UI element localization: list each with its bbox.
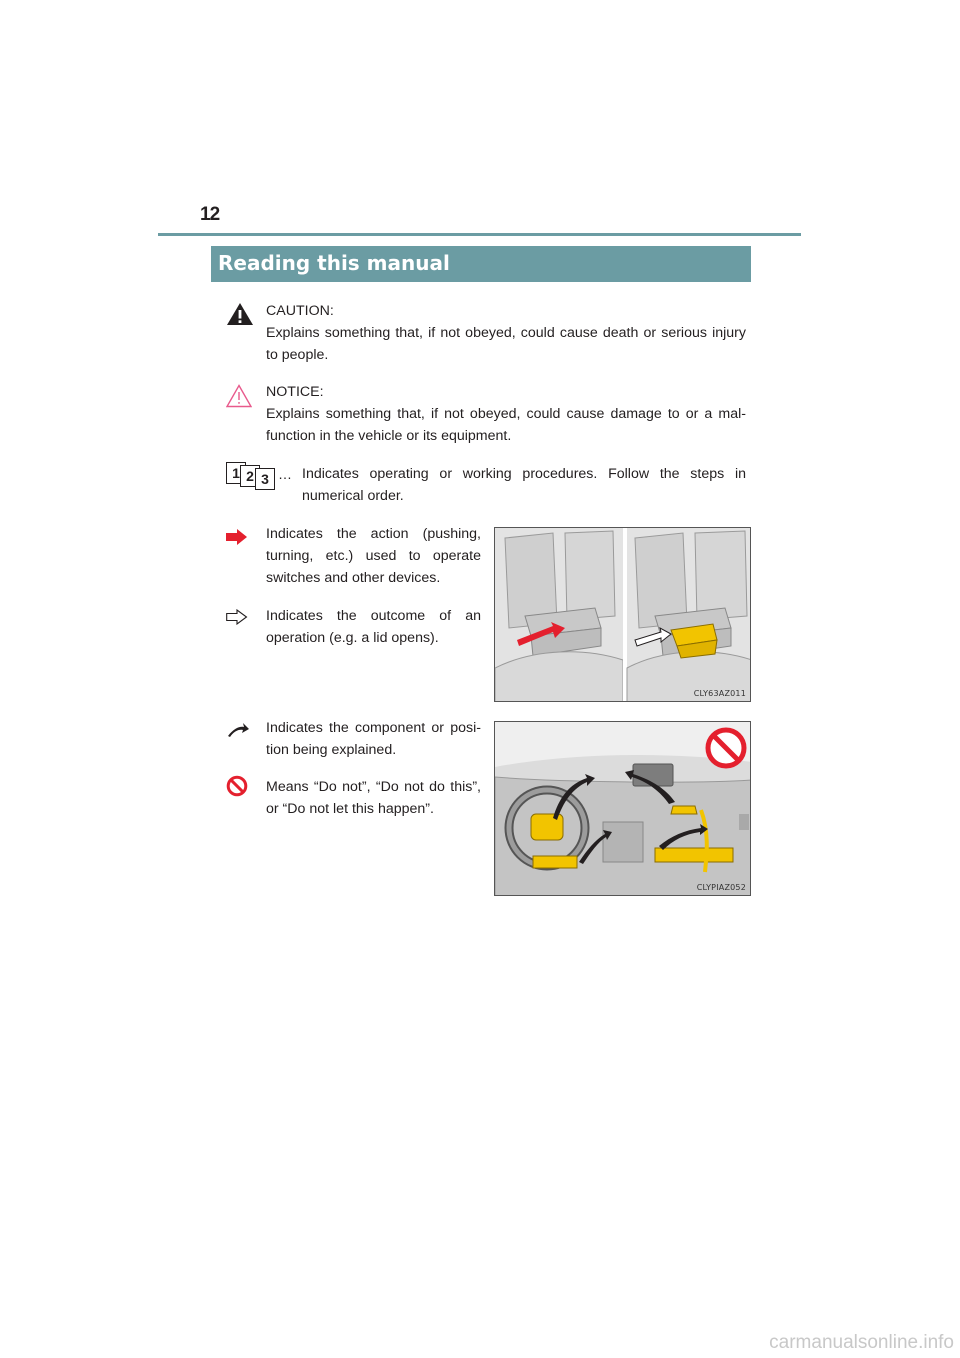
- section-title: Reading this manual: [211, 246, 751, 282]
- step-three-box: 3: [255, 468, 275, 490]
- prohibited-text: Means “Do not”, “Do not do this”, or “Do not let this happen”.: [266, 779, 481, 817]
- caution-text: Explains something that, if not obeyed, could cause death or serious injury to people.: [266, 325, 746, 363]
- armrest-illustration: [495, 528, 751, 702]
- caution-title: CAUTION:: [266, 303, 334, 319]
- caution-triangle-icon: [226, 302, 254, 326]
- dashboard-illustration: [495, 722, 751, 896]
- armrest-figure-code: CLY63AZ011: [693, 689, 746, 698]
- armrest-figure: [494, 527, 751, 702]
- outcome-text: Indicates the outcome of an operation (e.g. a lid opens).: [266, 608, 481, 646]
- steps-text: Indicates operating or working procedures. Follow the steps in numerical order.: [302, 466, 746, 504]
- outcome-arrow-icon: [226, 609, 248, 625]
- watermark: carmanualsonline.info: [769, 1332, 954, 1353]
- component-text: Indicates the component or posi- tion being explained.: [266, 720, 481, 758]
- notice-triangle-icon: [226, 384, 252, 408]
- action-text: Indicates the action (pushing, turning, etc.) used to operate switches and other devices.: [266, 526, 481, 586]
- prohibited-icon: [226, 775, 248, 797]
- step-two-box: 2: [240, 465, 260, 487]
- header-rule: [158, 233, 801, 236]
- notice-text: Explains something that, if not obeyed, could cause damage to or a mal- function in the vehicle or its equipment.: [266, 406, 746, 444]
- notice-title: NOTICE:: [266, 384, 324, 400]
- action-arrow-icon: [226, 529, 248, 545]
- steps-ellipsis: …: [278, 466, 292, 482]
- dashboard-figure: [494, 721, 751, 896]
- step-one-box: 1: [226, 462, 246, 484]
- pointer-arrow-icon: [226, 722, 250, 738]
- page-number: 12: [200, 204, 220, 225]
- step-numbers-icon: [226, 462, 276, 488]
- dashboard-figure-code: CLYPIAZ052: [696, 883, 746, 892]
